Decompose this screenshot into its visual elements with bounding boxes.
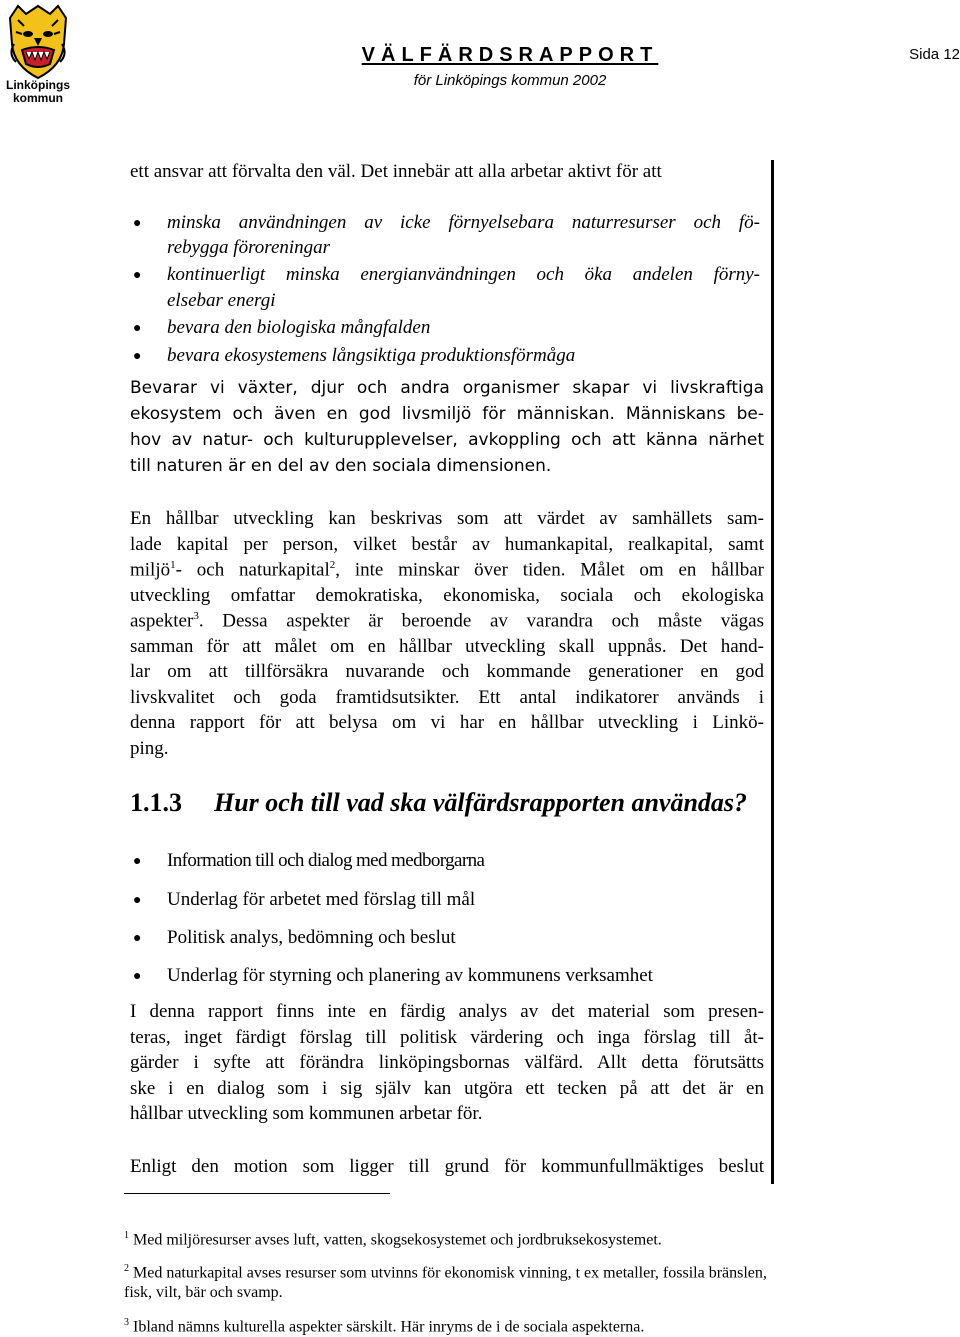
bullet-icon: ● bbox=[133, 893, 142, 908]
bullet-icon: ● bbox=[133, 931, 142, 946]
footnote-3 bbox=[124, 1317, 644, 1336]
goal-3: bevara den biologiska mångfalden bbox=[167, 317, 431, 338]
bullet-icon: ● bbox=[133, 268, 142, 283]
footnote-separator bbox=[124, 1193, 390, 1194]
section-number: 1.1.3 bbox=[130, 788, 182, 817]
footnote-ref-1[interactable]: 1 bbox=[170, 559, 176, 571]
motion-line: Enligt den motion som ligger till grund för kommunfullmäktiges beslut bbox=[130, 1156, 764, 1177]
use-3: Politisk analys, bedömning och beslut bbox=[167, 927, 456, 948]
footnote-1-mark: 1 bbox=[124, 1230, 129, 1241]
nature-line-2: ekosystem och även en god livsmiljö för människan. Människans be- bbox=[130, 404, 764, 424]
report-line-2: teras, inget färdigt förslag till politisk värdering och inga förslag till åt- bbox=[130, 1027, 764, 1048]
goal-1-line-1: minska användningen av icke förnyelsebara naturresurser och fö- bbox=[167, 212, 760, 233]
footnote-2-line-2: fisk, vilt, bär och svamp. bbox=[124, 1284, 283, 1301]
footnote-2 bbox=[124, 1263, 767, 1282]
sustain-line-2: lade kapital per person, vilket består av humankapital, realkapital, samt bbox=[130, 534, 764, 555]
footnote-1-text: Med miljöresurser avses luft, vatten, skogsekosystemet och jordbruksekosystemet. bbox=[133, 1231, 662, 1249]
goal-2-line-1: kontinuerligt minska energianvändningen och öka andelen förny- bbox=[167, 264, 760, 285]
goal-1-line-2: rebygga föroreningar bbox=[167, 237, 331, 258]
bullet-icon: ● bbox=[133, 854, 142, 869]
sustain-line-9: denna rapport för att belysa om vi har en hållbar utveckling i Linkö- bbox=[130, 712, 764, 733]
footnote-2-mark: 2 bbox=[124, 1263, 129, 1274]
goal-2-line-2: elsebar energi bbox=[167, 290, 276, 311]
footnote-ref-3[interactable]: 3 bbox=[193, 610, 199, 622]
section-heading bbox=[130, 788, 747, 818]
use-4: Underlag för styrning och planering av kommunens verksamhet bbox=[167, 965, 653, 986]
page-number: Sida 12 bbox=[909, 46, 960, 63]
sustain-line-5b: . Dessa aspekter är beroende av varandra och måste vägas bbox=[198, 610, 764, 632]
report-line-4: ske i en dialog som i sig själv kan utgöra ett tecken på att det är en bbox=[130, 1078, 764, 1099]
sustain-line-5 bbox=[130, 610, 764, 632]
footnote-1 bbox=[124, 1230, 662, 1249]
footnote-3-text: Ibland nämns kulturella aspekter särskilt. Här inryms de i de sociala aspekterna. bbox=[133, 1318, 645, 1336]
footnote-ref-2[interactable]: 2 bbox=[329, 559, 336, 571]
report-line-5: hållbar utveckling som kommunen arbetar för. bbox=[130, 1103, 483, 1124]
sustain-line-5a: aspekter bbox=[130, 610, 194, 632]
section-title: Hur och till vad ska välfärdsrapporten användas? bbox=[214, 788, 748, 817]
sustain-line-1: En hållbar utveckling kan beskrivas som att värdet av samhällets sam- bbox=[130, 508, 764, 529]
sustain-line-8: livskvalitet och goda framtidsutsikter. Ett antal indikatorer används i bbox=[130, 687, 764, 708]
sustain-line-3 bbox=[130, 559, 764, 581]
logo-text-line-1: Linköpings bbox=[6, 78, 70, 92]
sustain-line-7: lar om att tillförsäkra nuvarande och kommande generationer en god bbox=[130, 661, 764, 682]
header-title: VÄLFÄRDSRAPPORT bbox=[361, 44, 659, 66]
sustain-line-10: ping. bbox=[130, 738, 169, 759]
use-2: Underlag för arbetet med förslag till mål bbox=[167, 889, 476, 910]
nature-line-3: hov av natur- och kulturupplevelser, avkoppling och att känna närhet bbox=[130, 430, 764, 450]
footnote-2-text: Med naturkapital avses resurser som utvinns för ekonomisk vinning, t ex metaller, fossila bränslen, bbox=[133, 1264, 767, 1282]
header-subtitle: för Linköpings kommun 2002 bbox=[413, 72, 607, 89]
bullet-icon: ● bbox=[133, 349, 142, 364]
nature-line-1: Bevarar vi växter, djur och andra organismer skapar vi livskraftiga bbox=[130, 378, 764, 398]
report-line-1: I denna rapport finns inte en färdig analys av det material som presen- bbox=[130, 1001, 764, 1022]
sustain-line-3c: , inte minskar över tiden. Målet om en hållbar bbox=[335, 559, 764, 581]
bullet-icon: ● bbox=[133, 321, 142, 336]
intro-line: ett ansvar att förvalta den väl. Det innebär att alla arbetar aktivt för att bbox=[130, 161, 662, 182]
lion-icon bbox=[4, 4, 72, 80]
use-1: Information till och dialog med medborgarna bbox=[167, 850, 485, 871]
sustain-line-3a: miljö bbox=[130, 559, 171, 581]
nature-line-4: till naturen är en del av den sociala dimensionen. bbox=[130, 456, 552, 476]
logo-text-line-2: kommun bbox=[12, 91, 63, 105]
bullet-icon: ● bbox=[133, 969, 142, 984]
footnote-3-mark: 3 bbox=[124, 1317, 129, 1328]
report-line-3: gärder i syfte att förändra linköpingsbornas välfärd. Allt detta förutsätts bbox=[130, 1052, 764, 1073]
goal-4: bevara ekosystemens långsiktiga produktionsförmåga bbox=[167, 345, 576, 366]
bullet-icon: ● bbox=[133, 216, 142, 231]
change-bar bbox=[771, 160, 774, 1184]
sustain-line-6: samman för att målet om en hållbar utveckling skall uppnås. Det hand- bbox=[130, 636, 764, 657]
sustain-line-4: utveckling omfattar demokratiska, ekonomiska, sociala och ekologiska bbox=[130, 585, 764, 606]
sustain-line-3b: - och naturkapital bbox=[175, 559, 330, 581]
